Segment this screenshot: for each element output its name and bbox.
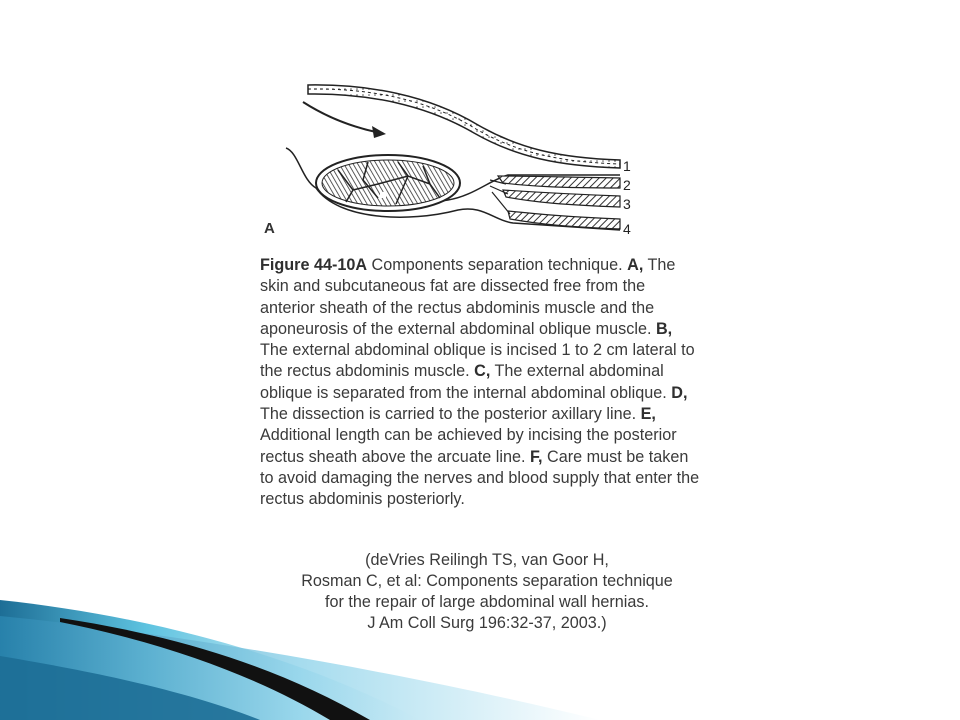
caption-part-text: The dissection is carried to the posterior axillary line. xyxy=(260,405,641,424)
caption-part-letter: A, xyxy=(627,256,644,274)
citation-line: Rosman C, et al: Components separation technique xyxy=(301,572,673,590)
caption-title: Figure 44-10A xyxy=(260,256,368,274)
layer-label-3: 3 xyxy=(623,196,631,212)
caption-part-letter: F, xyxy=(529,447,543,466)
caption-part-text: Care must be taken to avoid damaging the nerves and blood supply that enter the rectus abdominis posteriorly. xyxy=(260,447,700,509)
figure-caption xyxy=(260,255,700,511)
citation-line: (deVries Reilingh TS, van Goor H, xyxy=(365,551,609,569)
panel-letter: A xyxy=(264,220,275,237)
layer-label-2: 2 xyxy=(623,177,631,193)
caption-part-letter: E, xyxy=(640,405,656,424)
arrow-icon xyxy=(303,102,386,138)
muscle-layers xyxy=(490,176,620,229)
layer-label-1: 1 xyxy=(623,158,631,174)
caption-part-letter: C, xyxy=(474,362,491,381)
caption-part-letter: D, xyxy=(671,383,688,402)
layer-label-4: 4 xyxy=(623,221,631,237)
caption-part-text: The external abdominal oblique is separated from the internal abdominal oblique. xyxy=(260,362,672,402)
caption-part-text: Additional length can be achieved by incising the posterior rectus sheath above the arcuate line. xyxy=(260,426,677,466)
citation-line: J Am Coll Surg 196:32-37, 2003.) xyxy=(367,614,607,632)
caption-part-text: The skin and subcutaneous fat are dissected free from the anterior sheath of the rectus abdominis muscle and the aponeurosis of the external abdominal oblique muscle. xyxy=(260,256,676,338)
caption-part-text: The external abdominal oblique is incised 1 to 2 cm lateral to the rectus abdominis muscle. xyxy=(260,341,695,381)
footer-swoosh-decoration xyxy=(0,596,960,720)
rectus-abdominis-muscle xyxy=(316,155,460,211)
caption-part-letter: B, xyxy=(655,319,673,338)
citation-line: for the repair of large abdominal wall hernias. xyxy=(325,593,649,611)
caption-intro: Components separation technique. xyxy=(367,256,628,274)
abdominal-wall-diagram xyxy=(258,80,658,250)
